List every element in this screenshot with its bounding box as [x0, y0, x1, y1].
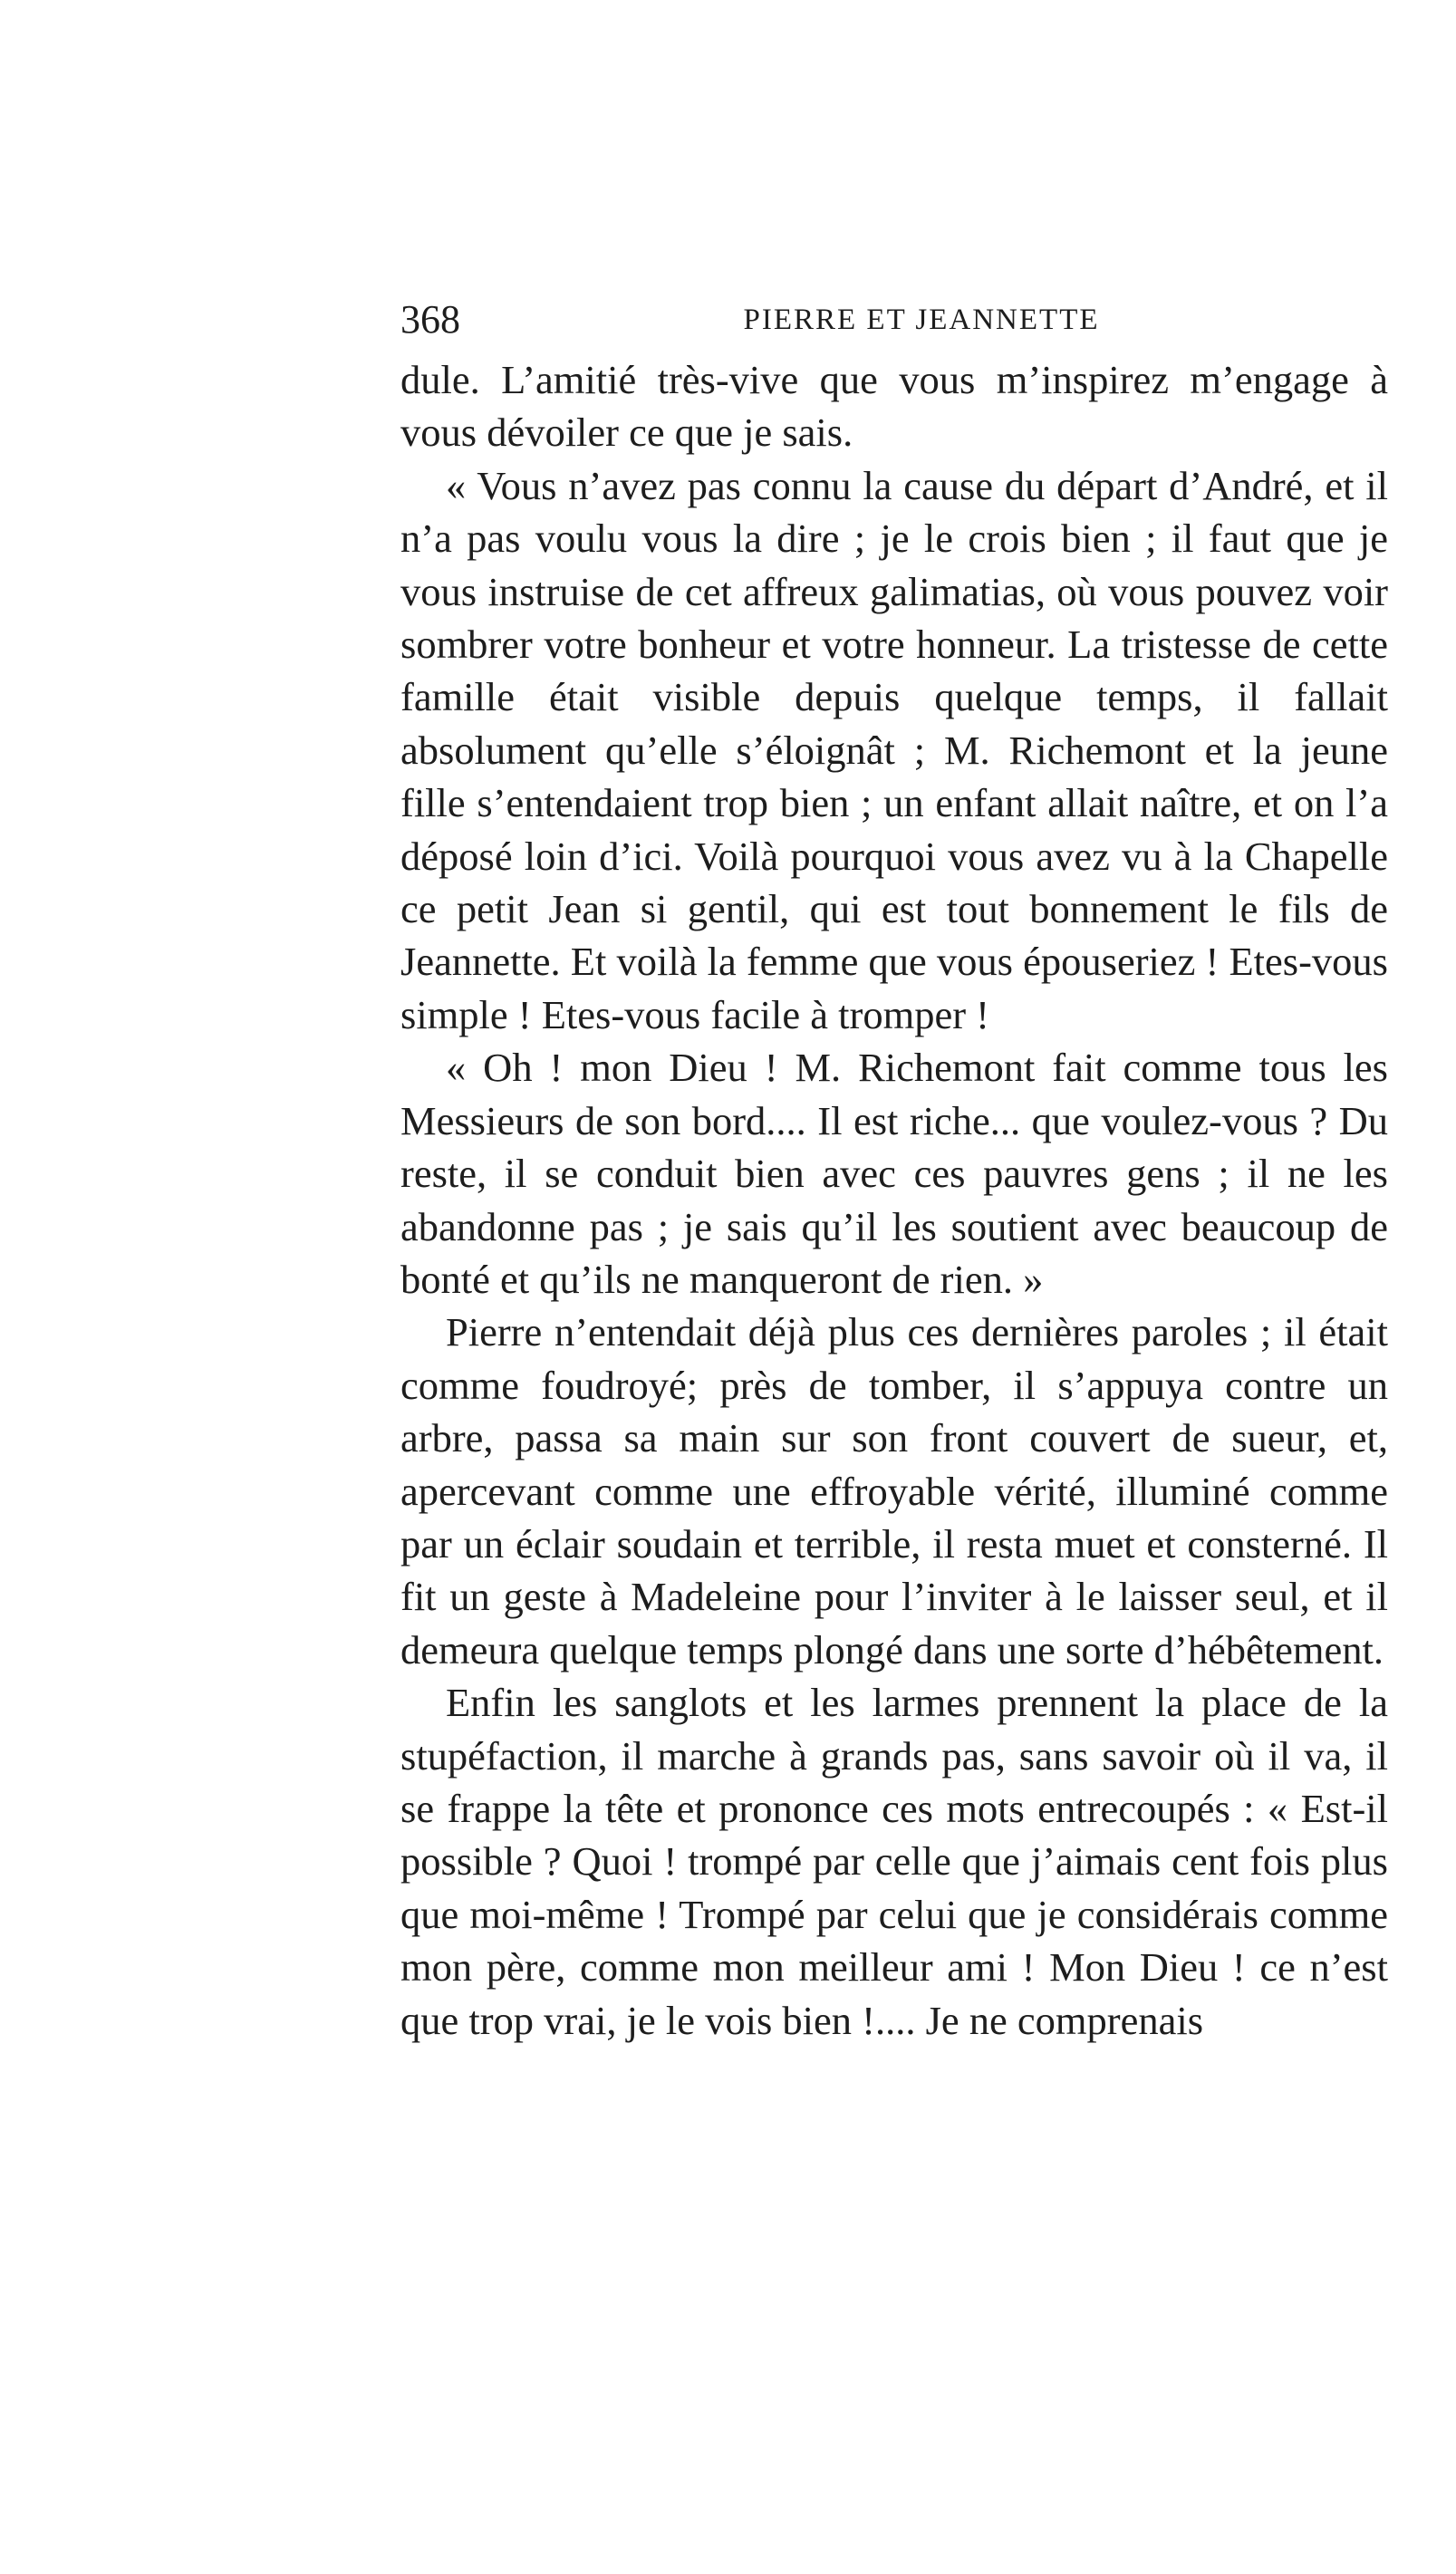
body-text — [400, 353, 1388, 2047]
paragraph: Enfin les sanglots et les larmes prennent la place de la stupéfaction, il marche à grands pas, sans savoir où il va, il se frappe la tête et prononce ces mots entrecoupés : « Est-il possible ? Quoi ! trompé par celle que j’aimais cent fois plus que moi-même ! Trompé par celui que je considérais comme mon père, comme mon meilleur ami ! Mon Dieu ! ce n’est que trop vrai, je le vois bien !.... Je ne comprenais — [400, 1680, 1388, 2043]
paragraph: Pierre n’entendait déjà plus ces dernières paroles ; il était comme foudroyé; près de tomber, il s’appuya contre un arbre, passa sa main sur son front couvert de sueur, et, apercevant comme une effroyable vérité, illuminé comme par un éclair soudain et terrible, il resta muet et consterné. Il fit un geste à Madeleine pour l’inviter à le laisser seul, et il demeura quelque temps plongé dans une sorte d’hébêtement. — [400, 1309, 1388, 1673]
paragraph: dule. L’amitié très-vive que vous m’inspirez m’engage à vous dévoiler ce que je sais. — [400, 357, 1388, 456]
paragraph: « Oh ! mon Dieu ! M. Richemont fait comme tous les Messieurs de son bord.... Il est riche... que voulez-vous ? Du reste, il se conduit bien avec ces pauvres gens ; il ne les abandonne pas ; je sais qu’il les soutient avec beaucoup de bonté et qu’ils ne manqueront de rien. » — [400, 1045, 1388, 1302]
page-header — [400, 288, 1388, 352]
paragraph: « Vous n’avez pas connu la cause du départ d’André, et il n’a pas voulu vous la dire ; je le crois bien ; il faut que je vous instruise de cet affreux galimatias, où vous pouvez voir sombrer votre bonheur et votre honneur. La tristesse de cette famille était visible depuis quelque temps, il fallait absolument qu’elle s’éloignât ; M. Richemont et la jeune fille s’entendaient trop bien ; un enfant allait naître, et on l’a déposé loin d’ici. Voilà pourquoi vous avez vu à la Chapelle ce petit Jean si gentil, qui est tout bonnement le fils de Jeannette. Et voilà la femme que vous épouseriez ! Etes-vous simple ! Etes-vous facile à tromper ! — [400, 462, 1388, 1037]
running-title: PIERRE ET JEANNETTE — [743, 304, 1100, 336]
page-number: 368 — [400, 297, 460, 342]
